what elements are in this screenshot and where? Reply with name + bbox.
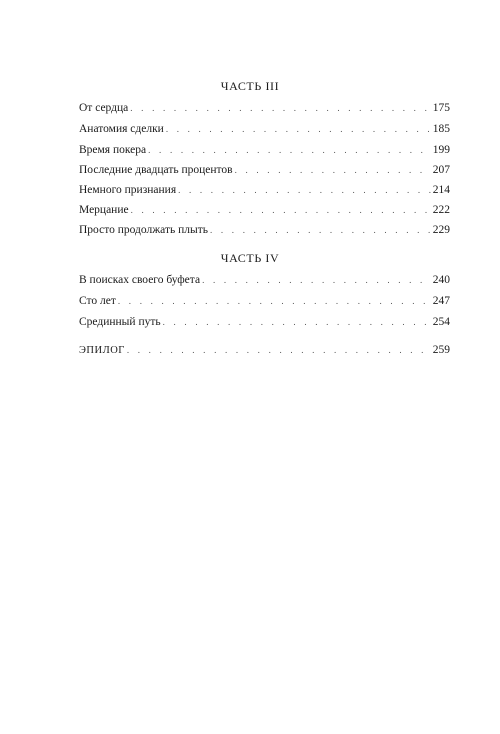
toc-entry [79, 223, 450, 237]
toc-entry-title: Срединный путь [79, 316, 161, 328]
dot-leader [163, 315, 431, 329]
toc-entry-title: Время покера [79, 144, 147, 156]
dot-leader [130, 101, 430, 115]
toc-entry [79, 294, 450, 308]
toc-entry [79, 101, 450, 115]
toc-entry-title: Немного признания [79, 184, 177, 196]
toc-entry [79, 315, 450, 329]
toc-entry [79, 143, 450, 157]
dot-leader [127, 343, 431, 357]
dot-leader [148, 143, 431, 157]
toc-entry-title: ЭПИЛОГ [79, 345, 125, 356]
dot-leader [131, 203, 431, 217]
toc-entry-page: 259 [432, 344, 450, 356]
part-heading-4: ЧАСТЬ IV [220, 251, 280, 265]
toc-entry-page: 247 [432, 295, 450, 307]
toc-entry-epilogue [79, 343, 450, 357]
toc-entry-title: Просто продолжать плыть [79, 224, 208, 236]
dot-leader [210, 223, 431, 237]
toc-entry-page: 214 [432, 184, 450, 196]
part-heading-3: ЧАСТЬ III [220, 79, 280, 93]
dot-leader [202, 273, 431, 287]
toc-entry-page: 229 [432, 224, 450, 236]
toc-entry-title: Сто лет [79, 295, 116, 307]
toc-entry-title: Анатомия сделки [79, 123, 164, 135]
toc-entry [79, 163, 450, 177]
toc-entry-page: 175 [432, 102, 450, 114]
dot-leader [235, 163, 431, 177]
toc-entry [79, 203, 450, 217]
toc-entry [79, 183, 450, 197]
toc-entry-title: От сердца [79, 102, 129, 114]
toc-entry [79, 122, 450, 136]
dot-leader [118, 294, 431, 308]
toc-entry [79, 273, 450, 287]
dot-leader [178, 183, 431, 197]
toc-entry-page: 254 [432, 316, 450, 328]
toc-entry-page: 185 [432, 123, 450, 135]
toc-entry-page: 199 [432, 144, 450, 156]
toc-entry-title: Последние двадцать процентов [79, 164, 233, 176]
toc-entry-page: 222 [432, 204, 450, 216]
toc-entry-page: 207 [432, 164, 450, 176]
toc-entry-title: Мерцание [79, 204, 129, 216]
toc-entry-page: 240 [432, 274, 450, 286]
toc-entry-title: В поисках своего буфета [79, 274, 201, 286]
dot-leader [166, 122, 431, 136]
